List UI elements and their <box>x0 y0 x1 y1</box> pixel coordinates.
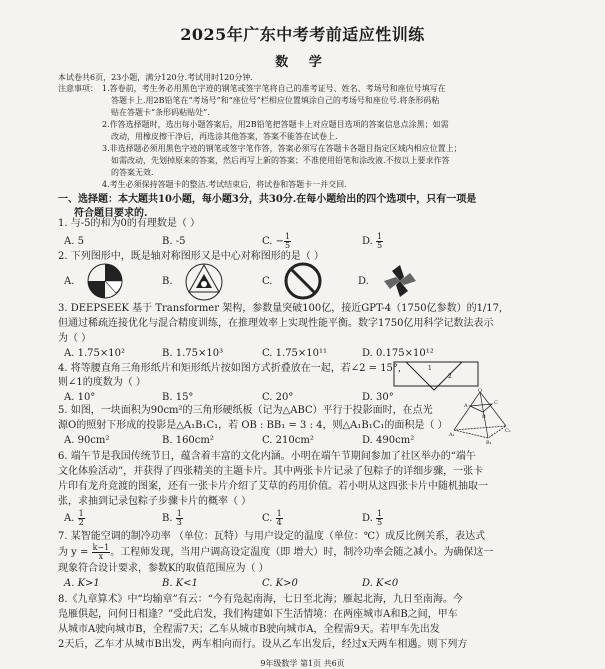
q6-option-b: B. $\frac{1}{3}$ <box>162 509 182 527</box>
question-6-line: 文化体验活动”，并获得了四张精美的主题卡片。其中两张卡片记录了包粽子的详细步骤，一张卡 <box>58 466 484 477</box>
notes-line: 如需改动，先划掉原来的答案，然后再写上新的答案；不准使用铅笔和涂改液.不按以上要求作答 <box>111 156 450 165</box>
question-5-line: 5. 如图，一块面积为90cm²的三角形硬纸板（记为△ABC）平行于投影面时，在点光 <box>58 405 433 416</box>
section-heading: 符合题目要求的. <box>74 208 148 219</box>
q2-label-c: C. <box>262 276 273 287</box>
q4-angle-label: 1 <box>428 365 432 372</box>
question-8-line: 凫雁俱起，问何日相逢？”受此启发，我们构建如下生活情境：在两座城市A和B之间，甲车 <box>58 609 458 620</box>
question-6-line: 张，求抽到记录包粽子步骤卡片的概率（ ） <box>58 496 252 507</box>
question-2-stem: 2. 下列图形中，既是轴对称图形又是中心对称图形的是（ ） <box>58 251 324 262</box>
q2-label-b: B. <box>162 276 173 287</box>
q7-option-b: B. K<1 <box>162 578 198 589</box>
q5-point-label: C <box>494 400 498 406</box>
q3-option-d: D. 0.175×10¹² <box>362 348 434 359</box>
question-7-line: 为 y = $\frac{k-1}{x}$ 。工程师发现，当用户调高设定温度（即 增大）时，制冷功率会随之减小。为确保这一 <box>58 543 494 561</box>
question-8-line: 8.《九章算术》中“均输章”有云：“今有凫起南海，七日至北海；雁起北海，九日至南海。今 <box>58 594 463 605</box>
q4-angle-label: 2 <box>448 373 452 380</box>
exam-intro: 本试卷共6页，23小题，满分120分.考试用时120分钟. <box>58 73 253 82</box>
q7-option-a: A. K>1 <box>64 578 100 589</box>
q3-option-b: B. 1.75×10³ <box>162 348 224 359</box>
q5-point-label: B₁ <box>486 440 492 444</box>
q5-point-label: C₁ <box>505 428 511 434</box>
q5-point-label: O <box>478 388 483 394</box>
q5-option-a: A. 90cm² <box>64 435 110 446</box>
q2-figure-b <box>184 262 224 302</box>
question-8-line: 2天后，乙车才从城市B出发，两车相向而行。设从乙车出发后，经过x天两车相遇。则下列方 <box>58 639 468 650</box>
q5-point-label: B <box>482 414 486 420</box>
notes-line: 贴在答题卡“条形码粘贴处”. <box>111 108 210 117</box>
question-1-stem: 1. 与-5的和为0的有理数是（ ） <box>58 218 201 229</box>
q6-option-d: D. $\frac{1}{5}$ <box>362 509 383 527</box>
q1-option-c: C. − $\frac{1}{5}$ <box>262 232 291 250</box>
q1-option-a: A. 5 <box>64 236 84 247</box>
q5-figure <box>448 386 512 444</box>
question-4-line: 则∠1的度数为（ ） <box>58 377 146 388</box>
question-5-line: 源O的照射下形成的投影是△A₁B₁C₁，若 OB : BB₁ = 3 : 4，则△A₁B₁C₁的面积是（ ） <box>58 420 448 431</box>
question-3-line: 但通过稀疏连接优化与混合精度训练，在推理效率上实现性能平衡。数字1750亿用科学记数法表示 <box>58 318 494 329</box>
q3-option-c: C. 1.75×10¹¹ <box>262 348 328 359</box>
notes-line: 改动，用橡皮擦干净后，再选涂其他答案，答案不能答在试卷上. <box>111 132 338 141</box>
q4-option-c: C. 20° <box>262 392 294 403</box>
q2-figure-c <box>283 261 323 301</box>
q5-option-d: D. 490cm² <box>362 435 415 446</box>
q7-option-d: D. K<0 <box>362 578 399 589</box>
section-heading: 一、选择题：本大题共10小题，每小题3分，共30分.在每小题给出的四个选项中，只有一项是 <box>58 194 477 205</box>
notes-label: 注意事项： <box>58 84 98 93</box>
q7-option-c: C. K>0 <box>262 578 298 589</box>
q2-figure-a <box>86 262 124 300</box>
q5-point-label: A <box>464 403 468 409</box>
q6-option-a: A. $\frac{1}{2}$ <box>64 509 84 527</box>
notes-line: 的答案无效. <box>111 168 154 177</box>
exam-subject: 数 学 <box>275 55 330 70</box>
q2-figure-d <box>380 261 420 301</box>
notes-line: 1.答卷前，考生务必用黑色字迹的钢笔或签字笔将自己的准考证号、姓名、考场号和座位号填写在 <box>102 84 446 93</box>
page-footer: 9年级数学 第1页 共6页 <box>260 659 345 668</box>
notes-line: 2.作答选择题时，选出每小题答案后，用2B铅笔把答题卡上对应题目选项的答案信息点涂黑；如需 <box>102 120 449 129</box>
q2-label-a: A. <box>64 276 75 287</box>
q4-option-a: A. 10° <box>64 392 96 403</box>
q3-option-a: A. 1.75×10² <box>64 348 125 359</box>
question-7-line: 7. 某智能空调的制冷功率 （单位：瓦特）与用户设定的温度（单位：℃）成反比例关系，表达式 <box>58 531 486 542</box>
notes-line: 3.非选择题必须用黑色字迹的钢笔或签字笔作答，答案必须写在答题卡各题目指定区域内相应位置上； <box>102 144 462 153</box>
exam-title: 2025年广东中考考前适应性训练 <box>180 25 425 44</box>
q5-option-c: C. 210cm² <box>262 435 314 446</box>
q4-option-b: B. 15° <box>162 392 194 403</box>
q4-option-d: D. 30° <box>362 392 394 403</box>
notes-line: 4.考生必须保持答题卡的整洁.考试结束后，将试卷和答题卡一并交回. <box>102 180 347 189</box>
question-4-line: 4. 将等腰直角三角形纸片和矩形纸片按如图方式折叠放在一起，若∠2 = 15°, <box>58 363 402 374</box>
q1-option-b: B. -5 <box>162 236 186 247</box>
question-8-line: 从城市A驶向城市B，全程需7天；乙车从城市B驶向城市A，全程需9天。若甲车先出发 <box>58 624 440 635</box>
question-6-line: 片印有龙舟竞渡的图案，还有一张卡片介绍了艾草的药用价值。若小明从这四张卡片中随机抽取一 <box>58 481 488 492</box>
q2-label-d: D. <box>358 276 369 287</box>
q5-option-b: B. 160cm² <box>162 435 214 446</box>
notes-line: 答题卡上.用2B铅笔在“考场号”和“座位号”栏相应位置填涂自己的考场号和座位号.将条形码粘 <box>111 96 440 105</box>
question-3-line: 3. DEEPSEEK 基于 Transformer 架构，参数量突破100亿，接近GPT-4（1750亿参数）的1/17, <box>58 303 503 314</box>
question-6-line: 6. 端午节是我国传统节日，蕴含着丰富的文化内涵。小明在端午节期间参加了社区举办的“端午 <box>58 451 476 462</box>
question-7-line: 现象符合设计要求，参数K的取值范围应为（ ） <box>58 563 269 574</box>
q5-point-label: A₁ <box>449 432 455 438</box>
q6-option-c: C. $\frac{1}{4}$ <box>262 509 282 527</box>
question-3-line: 为（ ） <box>58 333 92 344</box>
q1-option-d: D. $\frac{1}{5}$ <box>362 232 383 250</box>
